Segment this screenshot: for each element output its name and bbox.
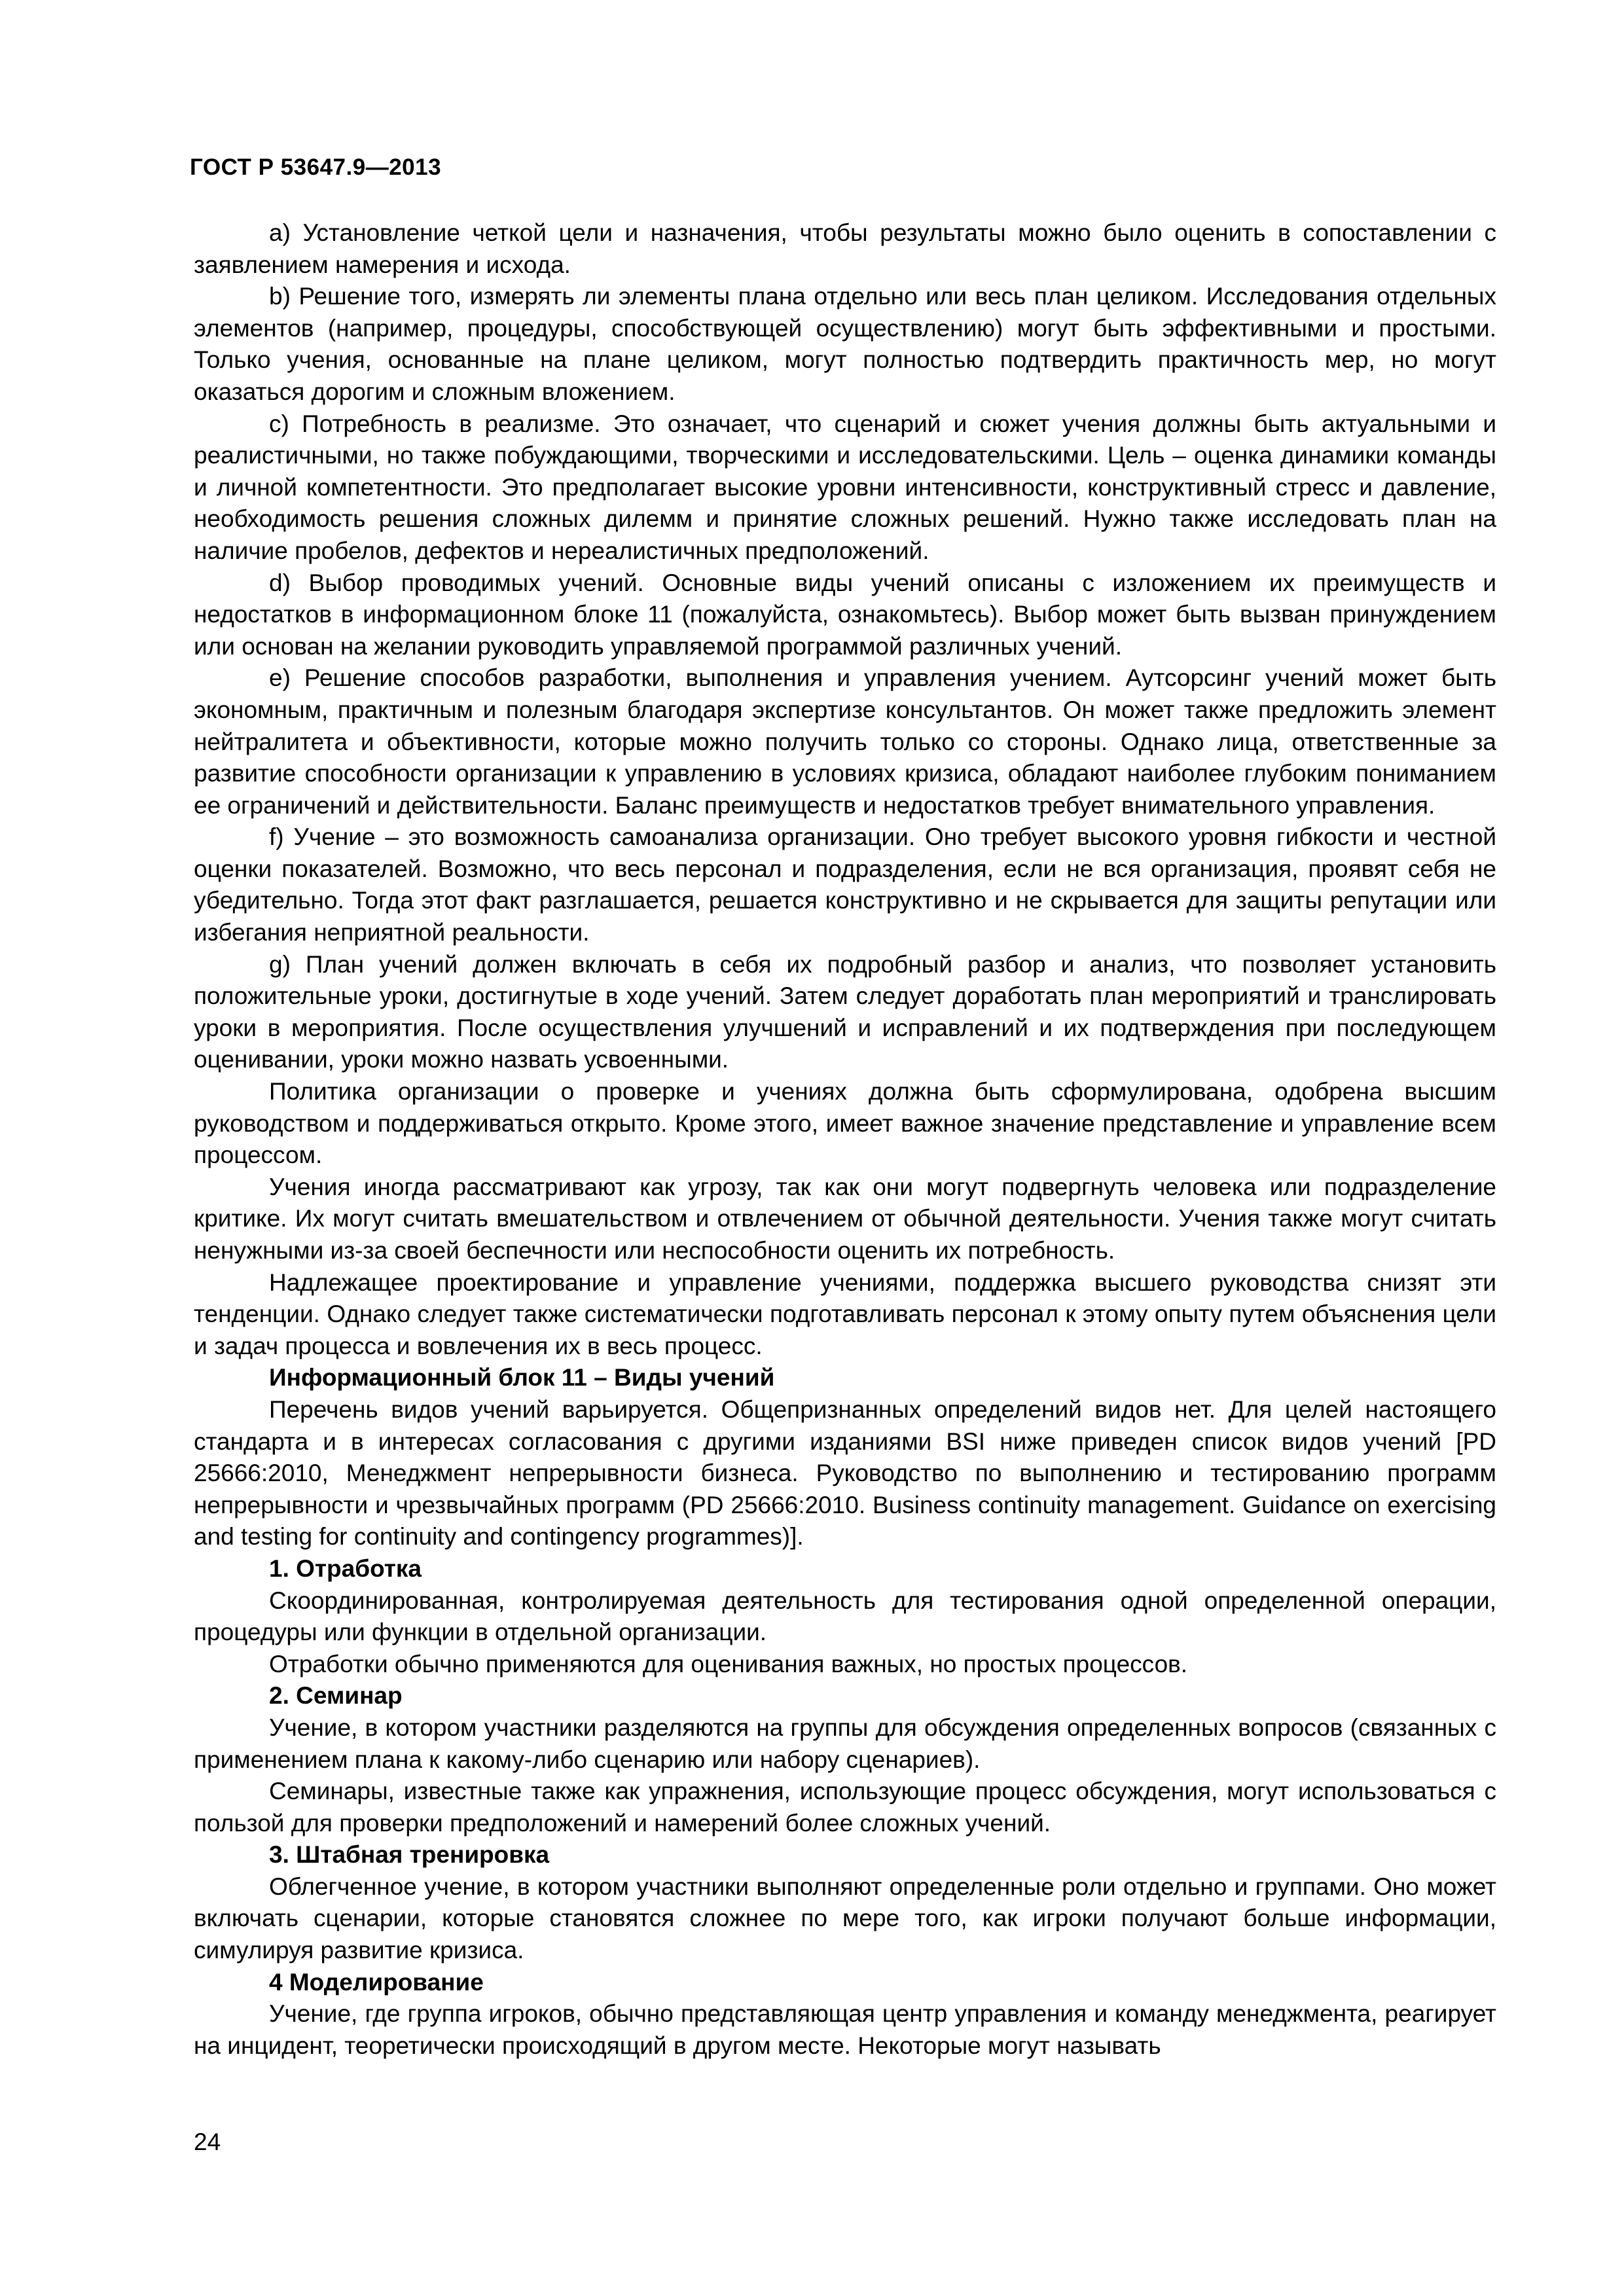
document-header: ГОСТ Р 53647.9—2013: [190, 154, 442, 180]
section-heading: 2. Семинар: [269, 1682, 403, 1710]
body-paragraph: Облегченное учение, в котором участники выполняют определенные роли отдельно и группами. Оно может включать сценарии, которые становятся сложнее по мере того, как игроки получают больше информации, симулируя развитие кризиса.: [194, 1873, 1496, 1964]
body-paragraph: g) План учений должен включать в себя их подробный разбор и анализ, что позволяет установить положительные уроки, достигнутые в ходе учений. Затем следует доработать план мероприятий и транслировать уроки в мероприятия. После осуществления улучшений и исправлений и их подтверждения при последующем оценивании, уроки можно назвать усвоенными.: [194, 950, 1496, 1073]
body-paragraph: Семинары, известные также как упражнения, использующие процесс обсуждения, могут использоваться с пользой для проверки предположений и намерений более сложных учений.: [194, 1778, 1496, 1837]
body-paragraph: Перечень видов учений варьируется. Общепризнанных определений видов нет. Для целей настоящего стандарта и в интересах согласования с другими изданиями BSI ниже приведен список видов учений [PD 25666:2010, Менеджмент непрерывности бизнеса. Руководство по выполнению и тестированию программ непрерывности и чрезвычайных программ (PD 25666:2010. Business continuity management. Guidance on exercising and testing for continuity and contingency programmes)].: [194, 1395, 1496, 1551]
body-paragraph: c) Потребность в реализме. Это означает, что сценарий и сюжет учения должны быть актуальными и реалистичными, но также побуждающими, творческими и исследовательскими. Цель – оценка динамики команды и личной компетентности. Это предполагает высокие уровни интенсивности, конструктивный стресс и давление, необходимость решения сложных дилемм и принятие сложных решений. Нужно также исследовать план на наличие пробелов, дефектов и нереалистичных предположений.: [194, 410, 1496, 564]
body-paragraph: Отработки обычно применяются для оценивания важных, но простых процессов.: [269, 1650, 1188, 1677]
section-heading: Информационный блок 11 – Виды учений: [269, 1364, 775, 1391]
body-paragraph: Политика организации о проверке и учениях должна быть сформулирована, одобрена высшим руководством и поддерживаться открыто. Кроме этого, имеет важное значение представление и управление всем процессом.: [194, 1078, 1496, 1169]
body-paragraph: Надлежащее проектирование и управление учениями, поддержка высшего руководства снизят эти тенденции. Однако следует также систематически подготавливать персонал к этому опыту путем объяснения цели и задач процесса и вовлечения их в весь процесс.: [194, 1268, 1496, 1359]
document-body: [194, 217, 1496, 2062]
body-paragraph: Учение, в котором участники разделяются на группы для обсуждения определенных вопросов (связанных с применением плана к какому-либо сценарию или набору сценариев).: [194, 1713, 1496, 1773]
section-heading: 4 Моделирование: [269, 1968, 484, 1996]
body-paragraph: f) Учение – это возможность самоанализа организации. Оно требует высокого уровня гибкости и честной оценки показателей. Возможно, что весь персонал и подразделения, если не вся организация, проявят себя не убедительно. Тогда этот факт разглашается, решается конструктивно и не скрывается для защиты репутации или избегания неприятной реальности.: [194, 823, 1496, 946]
body-paragraph: Скоординированная, контролируемая деятельность для тестирования одной определенной операции, процедуры или функции в отдельной организации.: [194, 1587, 1496, 1646]
body-paragraph: b) Решение того, измерять ли элементы плана отдельно или весь план целиком. Исследования отдельных элементов (например, процедуры, способствующей осуществлению) могут быть эффективными и простыми. Только учения, основанные на плане целиком, могут полностью подтвердить практичность мер, но могут оказаться дорогим и сложным вложением.: [194, 283, 1496, 405]
body-paragraph: e) Решение способов разработки, выполнения и управления учением. Аутсорсинг учений может быть экономным, практичным и полезным благодаря экспертизе консультантов. Он может также предложить элемент нейтралитета и объективности, которые можно получить только со стороны. Однако лица, ответственные за развитие способности организации к управлению в условиях кризиса, обладают наиболее глубоким пониманием ее ограничений и действительности. Баланс преимуществ и недостатков требует внимательного управления.: [194, 664, 1496, 819]
section-heading: 1. Отработка: [269, 1554, 422, 1582]
page-number: 24: [194, 2128, 221, 2155]
body-paragraph: d) Выбор проводимых учений. Основные виды учений описаны с изложением их преимуществ и недостатков в информационном блоке 11 (пожалуйста, ознакомьтесь). Выбор может быть вызван принуждением или основан на желании руководить управляемой программой различных учений.: [194, 569, 1496, 660]
body-paragraph: Учение, где группа игроков, обычно представляющая центр управления и команду менеджмента, реагирует на инцидент, теоретически происходящий в другом месте. Некоторые могут называть: [194, 2000, 1496, 2059]
body-paragraph: Учения иногда рассматривают как угрозу, так как они могут подвергнуть человека или подразделение критике. Их могут считать вмешательством и отвлечением от обычной деятельности. Учения также могут считать ненужными из-за своей беспечности или неспособности оценить их потребность.: [194, 1173, 1496, 1264]
body-paragraph: a) Установление четкой цели и назначения, чтобы результаты можно было оценить в сопоставлении с заявлением намерения и исхода.: [194, 219, 1496, 278]
section-heading: 3. Штабная тренировка: [269, 1841, 550, 1869]
